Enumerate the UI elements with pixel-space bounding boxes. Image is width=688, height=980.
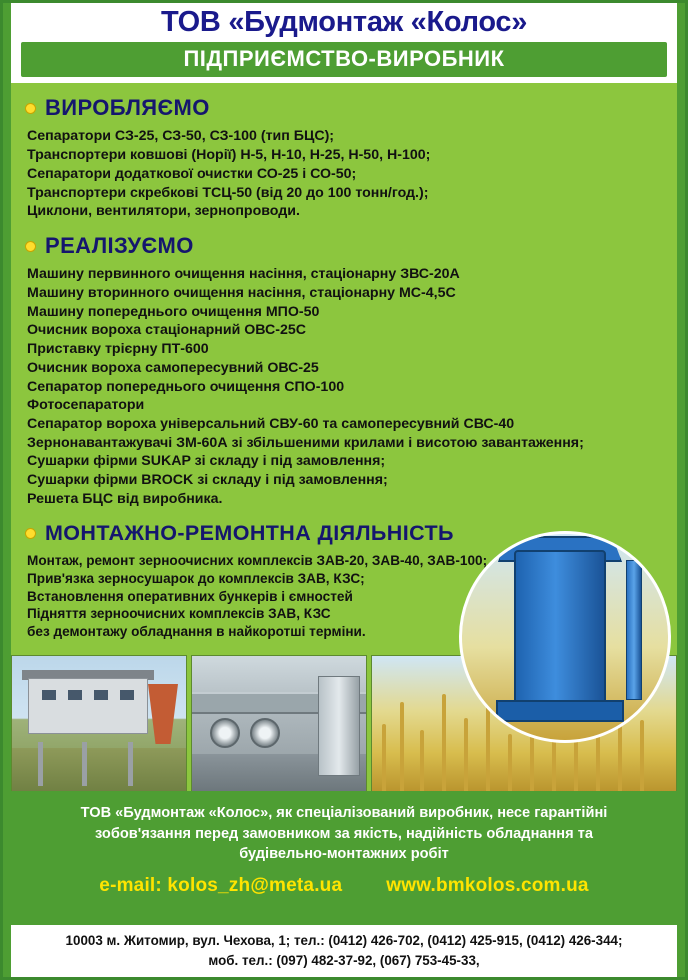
list-item: без демонтажу обладнання в найкоротші терміни. [27,624,366,640]
fan-icon [210,718,240,748]
section-title-sell: РЕАЛІЗУЄМО [45,233,194,259]
support-leg [128,742,133,786]
page-title: ТОВ «Будмонтаж «Колос» [160,6,528,38]
orange-hopper [148,684,178,744]
footer [11,791,677,977]
window [68,690,82,700]
section-sell [11,233,677,509]
bullet-dot-icon [25,103,36,114]
window [120,690,134,700]
right-frame-bar [677,3,685,977]
window [94,690,108,700]
window [42,690,56,700]
email-link[interactable]: e-mail: kolos_zh@meta.ua [99,875,343,897]
list-item: Приставку трієрну ПТ-600 [27,341,209,358]
address-line: 10003 м. Житомир, вул. Чехова, 1; тел.: (0412) 426-702, (0412) 425-915, (0412) 426-344; [65,933,623,949]
list-item: Встановлення оперативних бункерів і ємностей [27,588,353,604]
website-link[interactable]: www.bmkolos.com.ua [386,875,589,897]
machine-pipe [626,560,642,700]
list-item: Транспортери ковшові (Норії) Н-5, Н-10, Н-25, Н-50, Н-100; [27,147,431,164]
guarantee-text [11,791,677,865]
support-leg [82,742,87,786]
section-title-montage: МОНТАЖНО-РЕМОНТНА ДІЯЛЬНІСТЬ [45,520,454,545]
address-line: моб. тел.: (097) 482-37-92, (067) 753-45-33, [208,952,480,968]
bullet-dot-icon [25,528,36,539]
list-item: Сепаратори СЗ-25, СЗ-50, СЗ-100 (тип БЦС); [27,128,335,145]
list-item: Фотосепаратори [27,397,145,414]
sell-list [27,265,663,509]
list-item: Сепаратор вороха універсальний СВУ-60 та самопересувний СВС-40 [27,415,515,432]
list-item: Машину попереднього очищення МПО-50 [27,303,320,320]
list-item: Решета БЦС від виробника. [27,490,223,507]
list-item: Сепаратори додаткової очистки СО-25 і СО-50; [27,165,357,182]
list-item: Прив'язка зерносушарок до комплексів ЗАВ, КЗС; [27,570,365,586]
list-item: Зернонавантажувачі ЗМ-60А зі збільшеними крилами і висотою завантаження; [27,434,584,451]
manufacture-list [27,127,663,221]
storage-tank [318,676,360,776]
list-item: Транспортери скребкові ТСЦ-50 (від 20 до 100 тонн/год.); [27,184,429,201]
montage-list [27,552,488,642]
machine-base [496,700,624,722]
contacts-row [11,875,677,897]
bullet-dot-icon [25,241,36,252]
industrial-interior-photo [191,655,367,795]
address-bar [11,925,677,977]
guarantee-line: будівельно-монтажних робіт [239,846,449,863]
section-manufacture [11,95,677,221]
list-item: Очисник вороха стаціонарний ОВС-25С [27,322,306,339]
subtitle-bar [21,42,667,77]
section-heading [25,95,663,121]
list-item: Підняття зерноочисних комплексів ЗАВ, КЗС [27,606,331,622]
section-heading [25,233,663,259]
fan-icon [250,718,280,748]
grain-dryer-building-photo [11,655,187,795]
guarantee-line: зобов'язання перед замовником за якість, надійність обладнання та [95,825,593,842]
header [11,3,677,83]
list-item: Циклони, вентилятори, зернопроводи. [27,203,300,220]
building [28,678,148,734]
machine-body [514,550,606,710]
list-item: Машину первинного очищення насіння, стаціонарну ЗВС-20А [27,266,460,283]
blue-separator-machine-photo [459,531,671,743]
left-frame-bar [3,3,11,977]
list-item: Сепаратор попереднього очищення СПО-100 [27,378,345,395]
list-item: Сушарки фірми SUKAP зі складу і під замовлення; [27,453,386,470]
support-leg [38,742,43,786]
list-item: Сушарки фірми BROCK зі складу і під замовлення; [27,472,388,489]
subtitle: ПІДПРИЄМСТВО-ВИРОБНИК [183,46,505,72]
guarantee-line: ТОВ «Будмонтаж «Колос», як спеціалізований виробник, несе гарантійні [80,805,608,821]
list-item: Машину вторинного очищення насіння, стаціонарну МС-4,5С [27,284,456,301]
list-item: Монтаж, ремонт зерноочисних комплексів ЗАВ-20, ЗАВ-40, ЗАВ-100; [27,552,488,568]
list-item: Очисник вороха самопересувний ОВС-25 [27,359,319,376]
section-title-manufacture: ВИРОБЛЯЄМО [45,95,210,121]
